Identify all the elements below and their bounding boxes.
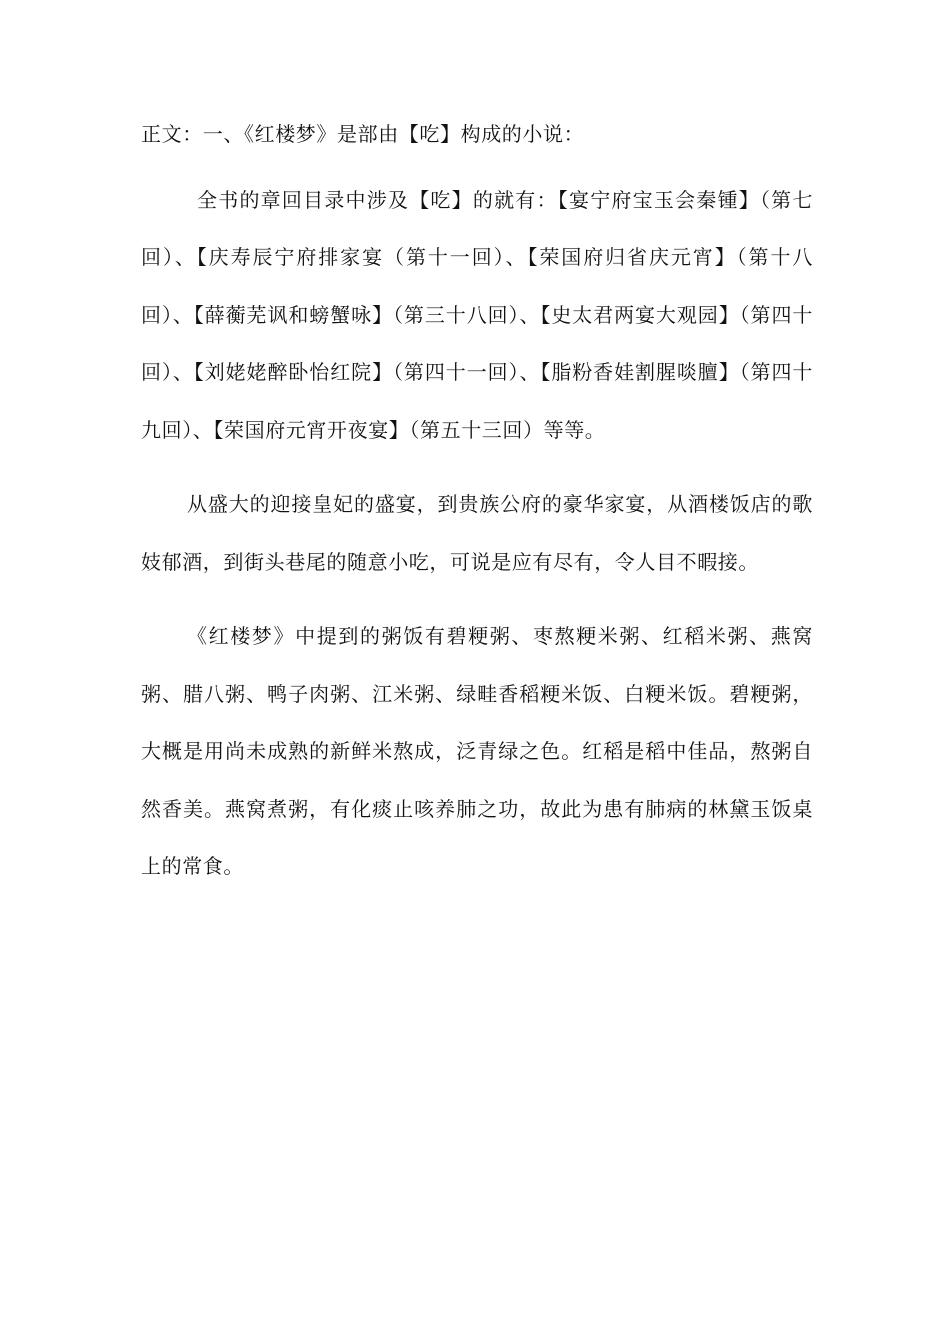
paragraph-feasts: 从盛大的迎接皇妃的盛宴，到贵族公府的豪华家宴，从酒楼饭店的歌妓郁酒，到街头巷尾的随意小吃，可说是应有尽有，令人目不暇接。 — [141, 492, 813, 574]
document-body — [141, 106, 813, 896]
section-heading: 正文：一、《红楼梦》是部由【吃】构成的小说： — [141, 122, 585, 146]
paragraph-porridge: 《红楼梦》中提到的粥饭有碧粳粥、枣熬粳米粥、红稻米粥、燕窝粥、腊八粥、鸭子肉粥、江米粥、绿畦香稻粳米饭、白粳米饭。碧粳粥，大概是用尚未成熟的新鲜米熬成，泛青绿之色。红稻是稻中佳品，熬粥自然香美。燕窝煮粥，有化痰止咳养肺之功，故此为患有肺病的林黛玉饭桌上的常食。 — [141, 624, 813, 878]
paragraph-chapter-list: 全书的章回目录中涉及【吃】的就有：【宴宁府宝玉会秦锺】（第七回）、【庆寿辰宁府排家宴（第十一回）、【荣国府归省庆元宵】（第十八回）、【薛蘅芜讽和螃蟹咏】（第三十八回）、【史太君两宴大观园】（第四十回）、【刘姥姥醉卧怡红院】（第四十一回）、【脂粉香娃割腥啖膻】（第四十九回）、【荣国府元宵开夜宴】（第五十三回）等等。 — [141, 187, 813, 442]
